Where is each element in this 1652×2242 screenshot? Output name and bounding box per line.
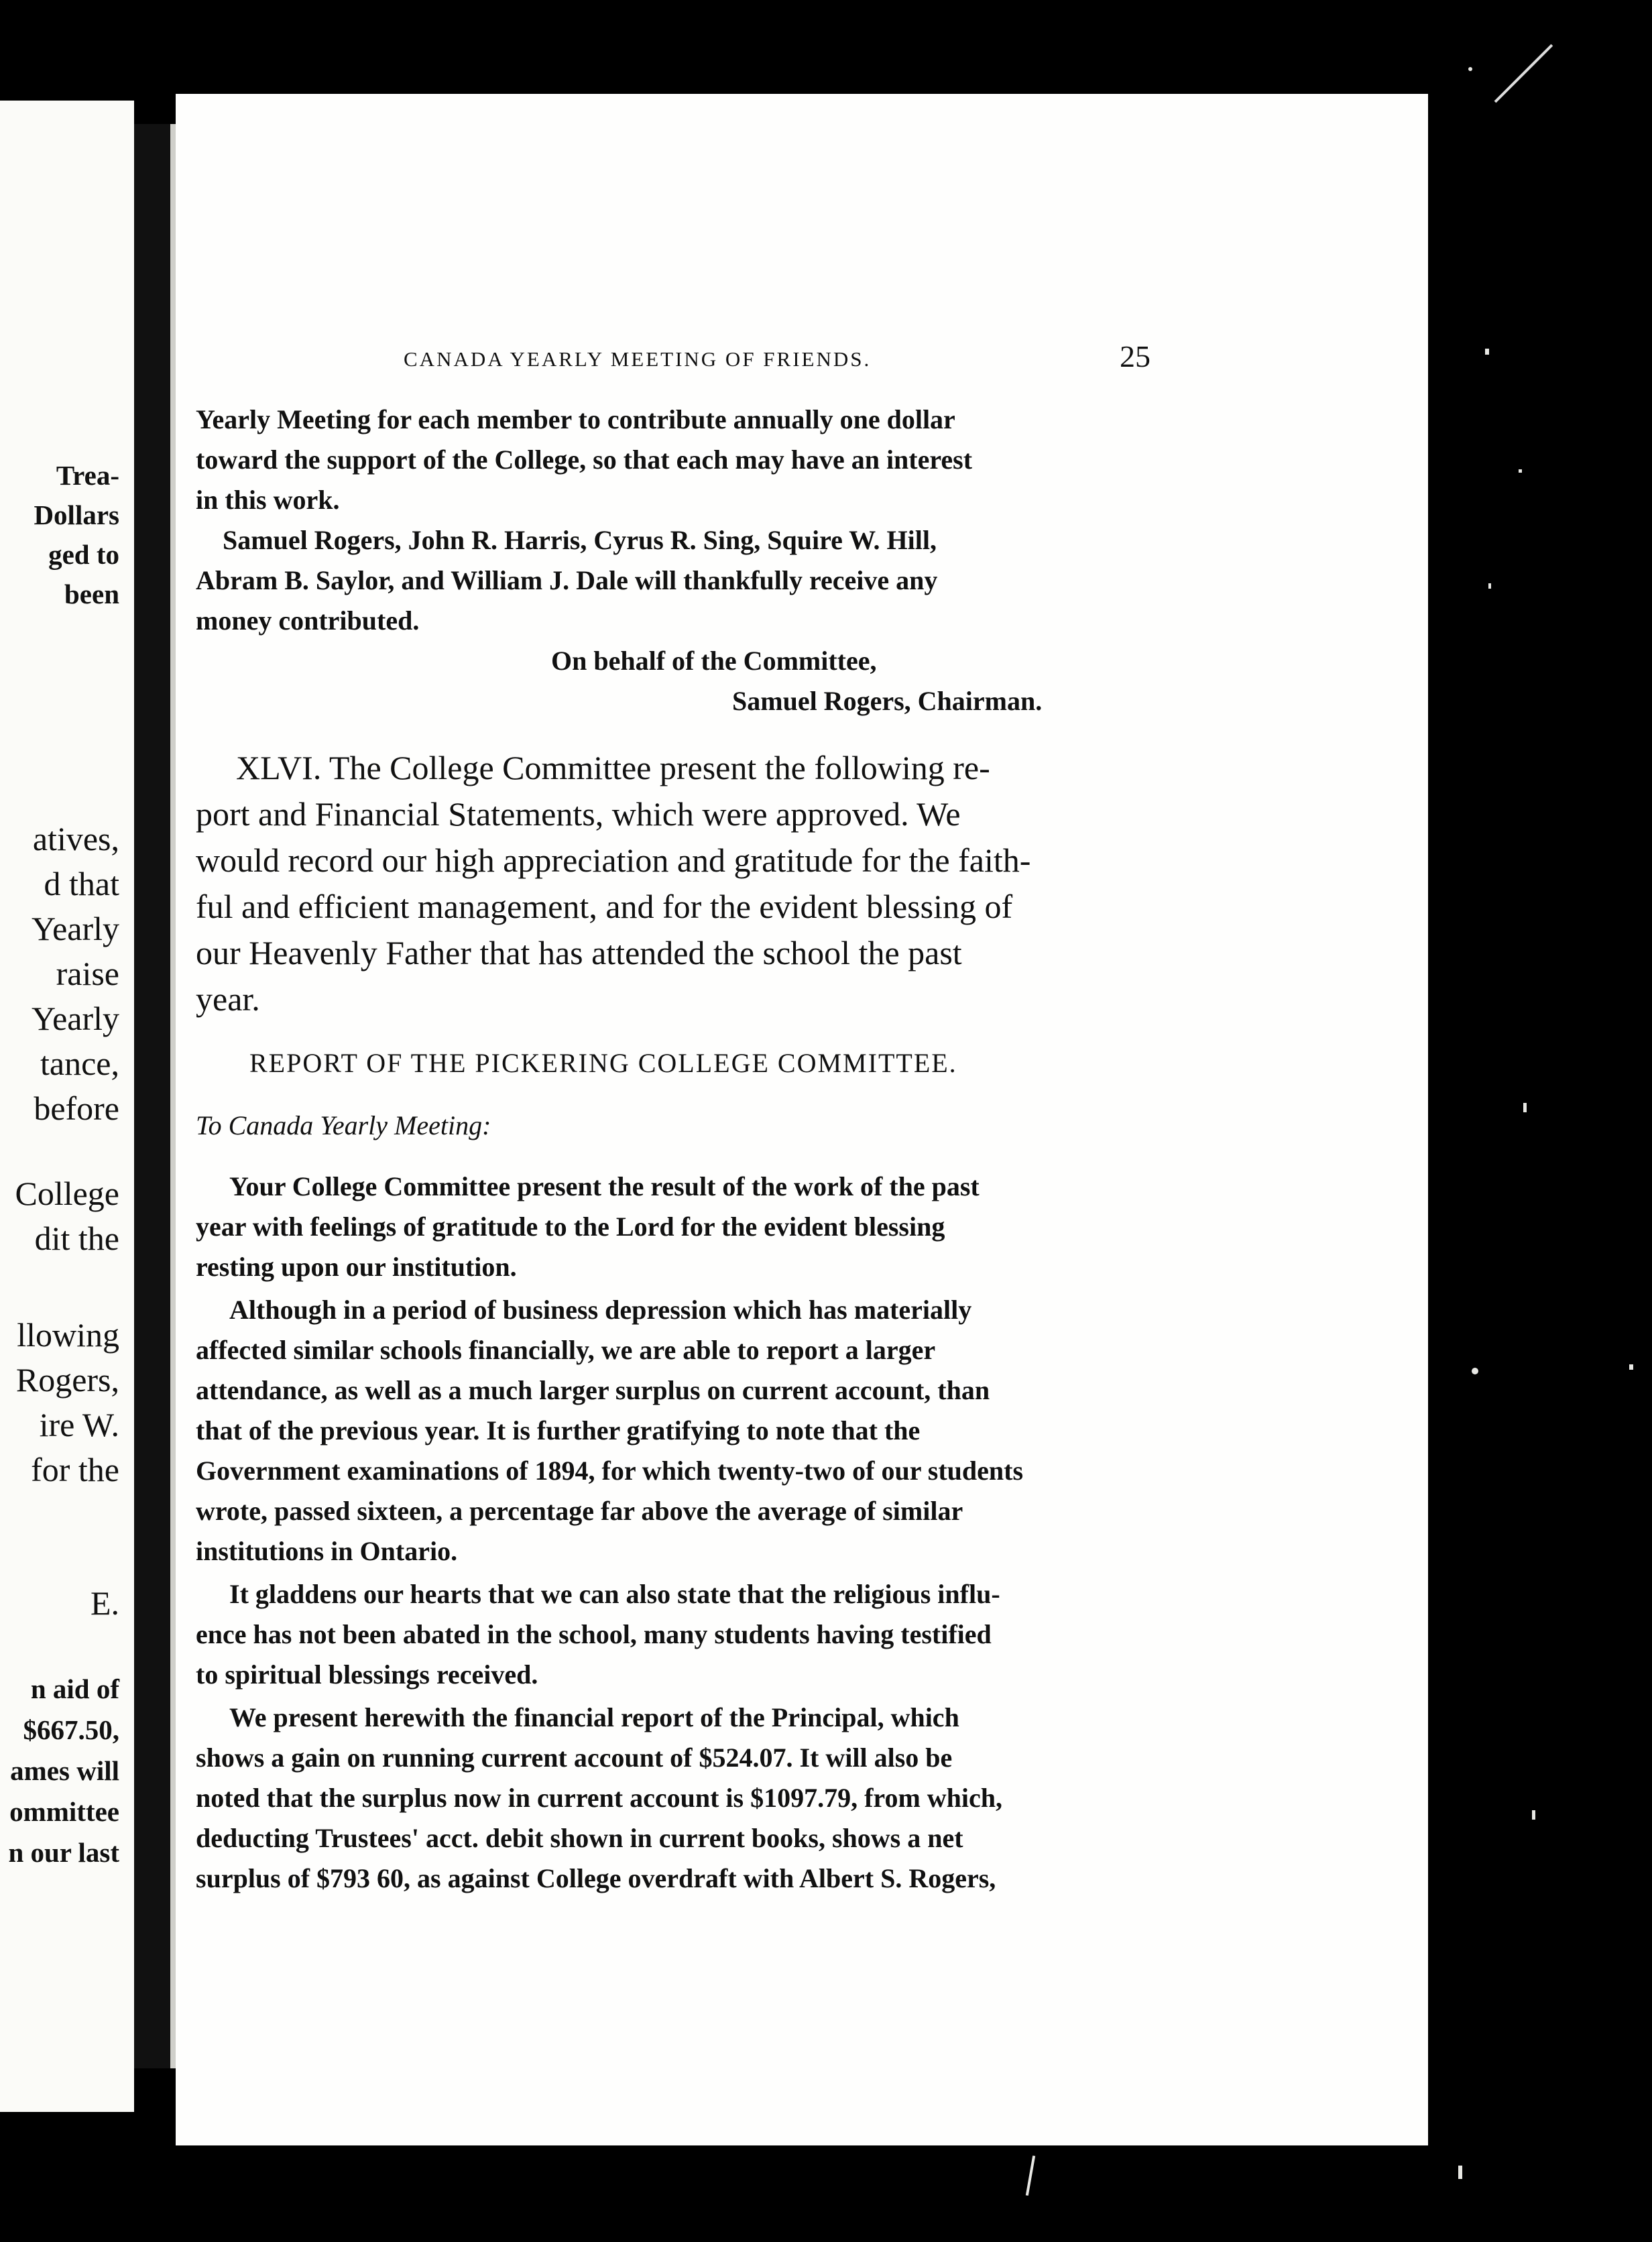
body-line: would record our high appreciation and gratitude for the faith-: [196, 841, 1031, 879]
section-heading: REPORT OF THE PICKERING COLLEGE COMMITTEE.: [249, 1048, 957, 1078]
scan-speck: [1458, 2166, 1462, 2179]
left-page-line: Dollars: [34, 499, 119, 530]
left-page-line: been: [64, 579, 119, 609]
left-page-line: ommittee: [9, 1796, 119, 1827]
book-spine: [134, 124, 170, 2068]
body-line: toward the support of the College, so that each may have an interest: [196, 445, 973, 475]
body-line: Abram B. Saylor, and William J. Dale will thankfully receive any: [196, 565, 938, 595]
body-line: Although in a period of business depression which has materially: [229, 1295, 972, 1325]
scan-speck: [1472, 1368, 1478, 1374]
left-page-line: Trea-: [56, 460, 119, 491]
body-line: surplus of $793 60, as against College overdraft with Albert S. Rogers,: [196, 1863, 996, 1893]
scan-speck: [1488, 583, 1491, 589]
body-line: to spiritual blessings received.: [196, 1659, 538, 1690]
body-line: We present herewith the financial report of the Principal, which: [229, 1702, 959, 1732]
left-page-line: for the: [31, 1451, 119, 1488]
body-line: XLVI. The College Committee present the following re-: [236, 749, 990, 786]
scan-speck: [1629, 1364, 1633, 1370]
body-line: Samuel Rogers, John R. Harris, Cyrus R. Sing, Squire W. Hill,: [223, 525, 937, 555]
left-page-line: dit the: [34, 1220, 119, 1257]
left-page-line: $667.50,: [23, 1714, 119, 1745]
body-line: Government examinations of 1894, for which twenty-two of our students: [196, 1456, 1024, 1486]
scan-scratch: [1026, 2156, 1035, 2196]
scan-speck: [1485, 349, 1489, 355]
page-edge: [170, 124, 176, 2068]
body-line: noted that the surplus now in current account is $1097.79, from which,: [196, 1783, 1003, 1813]
salutation: To Canada Yearly Meeting:: [196, 1110, 491, 1140]
left-page-line: llowing: [17, 1316, 119, 1354]
left-page-line: ged to: [48, 539, 119, 570]
signature-line: On behalf of the Committee,: [551, 646, 877, 676]
scan-speck: [1519, 469, 1522, 473]
body-line: Yearly Meeting for each member to contribute annually one dollar: [196, 404, 955, 434]
body-line: wrote, passed sixteen, a percentage far above the average of similar: [196, 1496, 963, 1526]
left-page-line: tance,: [40, 1045, 119, 1082]
body-line: ence has not been abated in the school, many students having testified: [196, 1619, 992, 1649]
body-line: resting upon our institution.: [196, 1252, 517, 1282]
body-line: shows a gain on running current account of $524.07. It will also be: [196, 1743, 953, 1773]
left-page-line: ames will: [10, 1755, 119, 1786]
scan-speck: [1532, 1810, 1535, 1820]
page-25: [176, 94, 1428, 2145]
scan-speck: [1468, 67, 1472, 71]
left-page-line: n our last: [8, 1837, 119, 1868]
scan-scratch: [1494, 44, 1553, 103]
body-line: affected similar schools financially, we are able to report a larger: [196, 1335, 936, 1365]
body-line: year with feelings of gratitude to the Lord for the evident blessing: [196, 1212, 945, 1242]
left-page-line: raise: [56, 955, 119, 992]
left-page-line: before: [34, 1089, 119, 1127]
body-line: institutions in Ontario.: [196, 1536, 458, 1566]
body-line: that of the previous year. It is further gratifying to note that the: [196, 1415, 921, 1446]
left-page-line: Yearly: [31, 1000, 119, 1037]
left-page-line: atives,: [32, 820, 119, 858]
body-line: deducting Trustees' acct. debit shown in current books, shows a net: [196, 1823, 963, 1853]
signature-name: Samuel Rogers, Chairman.: [732, 686, 1043, 716]
scan-speck: [1523, 1103, 1527, 1112]
left-page-fragment: [0, 101, 134, 2112]
running-head: CANADA YEARLY MEETING OF FRIENDS.: [404, 347, 872, 371]
left-page-line: College: [15, 1175, 119, 1212]
left-page-line: d that: [44, 865, 119, 902]
body-line: It gladdens our hearts that we can also state that the religious influ-: [229, 1579, 1000, 1609]
left-page-line: n aid of: [30, 1673, 119, 1704]
body-line: attendance, as well as a much larger surplus on current account, than: [196, 1375, 990, 1405]
body-line: Your College Committee present the result of the work of the past: [229, 1171, 980, 1201]
left-page-line: Yearly: [31, 910, 119, 947]
body-line: port and Financial Statements, which were approved. We: [196, 795, 961, 833]
body-line: ful and efficient management, and for the evident blessing of: [196, 888, 1013, 925]
body-line: our Heavenly Father that has attended the school the past: [196, 934, 962, 971]
page-number: 25: [1120, 339, 1150, 373]
left-page-line: ire W.: [39, 1406, 119, 1443]
body-line: money contributed.: [196, 605, 420, 636]
left-page-line: E.: [90, 1584, 119, 1622]
body-line: in this work.: [196, 485, 340, 515]
body-line: year.: [196, 980, 260, 1018]
left-page-line: Rogers,: [15, 1361, 119, 1399]
